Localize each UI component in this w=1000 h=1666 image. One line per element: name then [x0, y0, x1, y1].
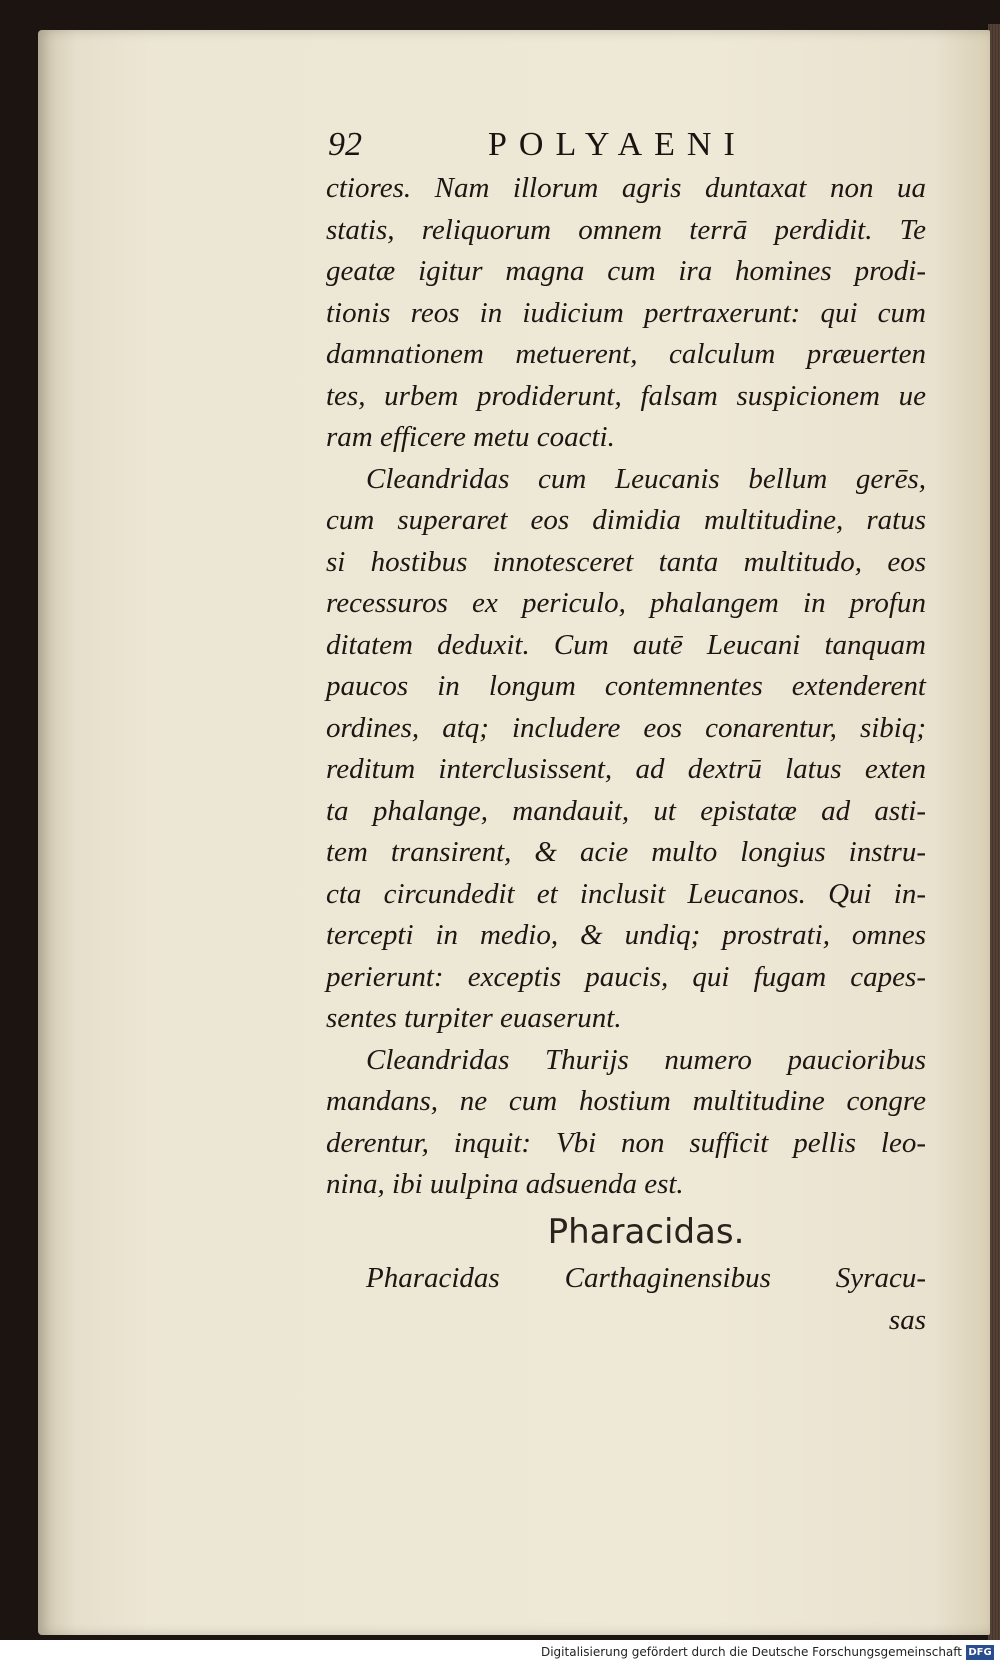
text-line: ta phalange, mandauit, ut epistatæ ad asti- [326, 794, 926, 827]
paragraph-2 [326, 459, 926, 1040]
text-line: Cleandridas cum Leucanis bellum gerēs, [366, 462, 926, 495]
text-line: tercepti in medio, & undiq; prostrati, omnes [326, 919, 926, 951]
text-line: si hostibus innotesceret tanta multitudo, eos [326, 545, 926, 578]
section-heading: Pharacidas. [547, 1211, 745, 1252]
text-line: derentur, inquit: Vbi non sufficit pellis leo- [326, 1126, 926, 1159]
footer-bar [0, 1640, 1000, 1666]
text-line: Cleandridas Thurijs numero paucioribus [366, 1043, 926, 1076]
page-number: 92 [328, 126, 362, 163]
text-line: damnationem metuerent, calculum præuerten [326, 338, 926, 370]
text-line: ordines, atq; includere eos conarentur, sibiq; [326, 711, 926, 744]
text-line: geatæ igitur magna cum ira homines prodi- [326, 255, 926, 287]
text-line: perierunt: exceptis paucis, qui fugam capes- [326, 960, 926, 993]
text-line: cum superaret eos dimidia multitudine, ratus [326, 504, 926, 536]
text-line: tes, urbem prodiderunt, falsam suspicionem ue [326, 379, 926, 412]
text-line: paucos in longum contemnentes extenderent [326, 670, 926, 702]
text-block [326, 168, 926, 1341]
catchword: sas [888, 1304, 926, 1336]
text-line: ram efficere metu coacti. [326, 421, 615, 453]
funding-credit: Digitalisierung gefördert durch die Deutsche Forschungsgemeinschaft [540, 1645, 962, 1659]
text-line: tem transirent, & acie multo longius instru- [326, 836, 926, 868]
text-line: Pharacidas Carthaginensibus Syracu- [366, 1261, 926, 1294]
text-line: ditatem deduxit. Cum autē Leucani tanquam [326, 628, 926, 661]
text-line: ctiores. Nam illorum agris duntaxat non ua [326, 172, 926, 204]
dfg-logo: DFG [966, 1645, 994, 1660]
paragraph-1 [326, 168, 926, 459]
text-line: sentes turpiter euaserunt. [326, 1002, 622, 1034]
paragraph-3 [326, 1040, 926, 1206]
running-title: POLYAENI [488, 126, 747, 163]
text-line: recessuros ex periculo, phalangem in profun [326, 587, 926, 619]
text-line: nina, ibi uulpina adsuenda est. [326, 1168, 684, 1200]
text-line: tionis reos in iudicium pertraxerunt: qui cum [326, 296, 926, 329]
running-head [328, 126, 988, 166]
text-line: mandans, ne cum hostium multitudine congre [326, 1085, 926, 1117]
text-line: statis, reliquorum omnem terrā perdidit. Te [326, 213, 926, 246]
text-line: cta circundedit et inclusit Leucanos. Qui in- [326, 877, 926, 910]
text-line: reditum interclusissent, ad dextrū latus exten [326, 753, 926, 785]
